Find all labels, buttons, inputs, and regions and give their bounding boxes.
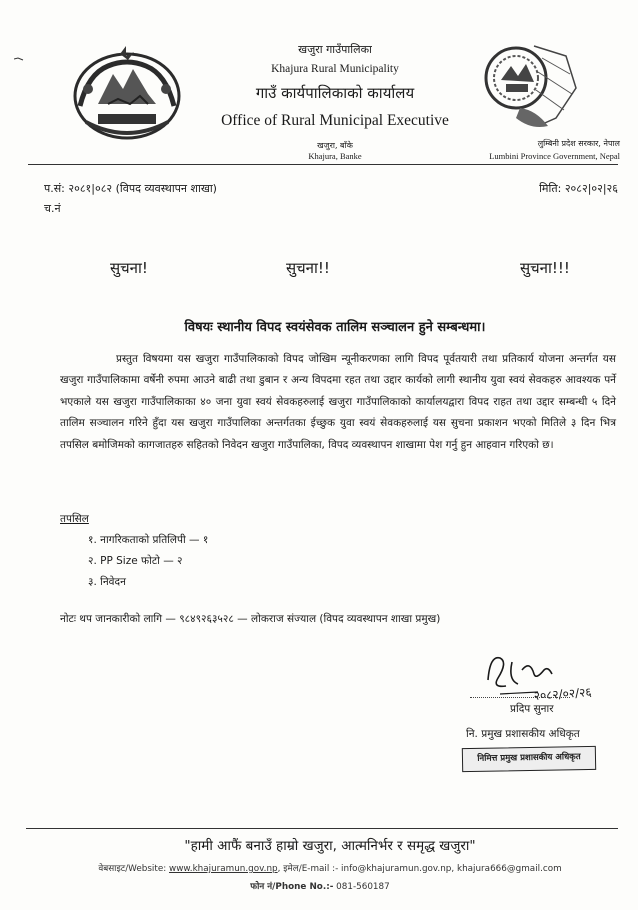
list-item: २. PP Size फोटो — २ [88, 555, 183, 567]
body-paragraph: प्रस्तुत विषयमा यस खजुरा गाउँपालिकाको विपद जोखिम न्यूनीकरणका लागि विपद पूर्वतयारी तथा प्रतिकार्य योजना अन्तर्गत यस खजुरा गाउँपालिकामा वर्षेनी रुपमा आउने बाढी तथा डुबान र अन्य विपदमा रहत तथा उद्दार कार्यको लागी स्थानीय युवा स्वयं सेवकहरु आवश्यक पर्ने भएकाले यस खजुरा गाउँपालिकाका ४० जना युवा स्वयं सेवकहरुलाई खजुरा गाउँपालिकाको कार्यालयद्वारा विपद राहत तथा उद्दार सम्बन्धी ५ दिने तालिम सञ्चालन गरिने हुँदा यस खजुरा गाउँपालिका अन्तर्गतका ईच्छुक युवा स्वयं सेवकहरुलाई यस सुचना प्रकाशन भएको मितिले ३ दिन भित्र तपसिल बमोजिमको कागजातहरु सहितको निवेदन खजुरा गाउँपालिका, विपद व्यवस्थापन शाखामा पेश गर्नु हुन आहवान गरिएको छ। [60, 353, 616, 451]
handwritten-signature [478, 640, 628, 710]
contact-note: नोटः थप जानकारीको लागि — ९८४९२६३५२८ — लोकराज संज्याल (विपद व्यवस्थापन शाखा प्रमुख) [60, 613, 441, 625]
province-name-np: लुम्बिनी प्रदेश सरकार, नेपाल [537, 139, 620, 148]
subject-line: विषयः स्थानीय विपद स्वयंसेवक तालिम सञ्चालन हुने सम्बन्धमा। [184, 320, 486, 335]
phone-number: 081-560187 [336, 882, 390, 892]
office-name-en: Office of Rural Municipal Executive [221, 112, 449, 129]
schedule-heading: तपसिल [60, 513, 89, 525]
office-name-np: गाउँ कार्यपालिकाको कार्यालय [255, 84, 415, 102]
notice-heading-3: सुचना!!! [520, 259, 570, 277]
phone-label: फोन नं/Phone No.:- [250, 882, 334, 892]
website-label: वेबसाइट/Website: [98, 864, 167, 874]
lumbini-province-logo-icon [476, 38, 588, 138]
website-link[interactable]: www.khajuramun.gov.np [169, 864, 278, 874]
address-np: खजुरा, बाँके [317, 141, 353, 150]
stamp-text: निमित्त प्रमुख प्रशासकीय अधिकृत [477, 752, 581, 764]
municipality-name-en: Khajura Rural Municipality [271, 63, 399, 75]
email-addresses[interactable]: info@khajuramun.gov.np, khajura666@gmail.com [341, 864, 562, 874]
nepal-emblem-icon [68, 44, 186, 144]
municipality-name-np: खजुरा गाउँपालिका [298, 43, 372, 56]
email-label: इमेल/E-mail :- [283, 864, 339, 874]
list-item: १. नागरिकताको प्रतिलिपी — १ [88, 534, 209, 546]
schedule-list [88, 530, 208, 593]
list-item: ३. निवेदन [88, 576, 126, 588]
address-en: Khajura, Banke [308, 151, 362, 161]
footer-phone [160, 880, 480, 892]
signature-line [470, 697, 570, 698]
header-divider [28, 164, 618, 165]
footer-contact: वेबसाइट/Website: www.khajuramun.gov.np, इमेल/E-mail :- info@khajuramun.gov.np, khajura666@gmail.com [98, 864, 562, 874]
notice-heading-2: सुचना!! [286, 259, 330, 277]
dispatch-number: च.नं [44, 202, 61, 215]
stray-mark [14, 57, 24, 61]
signatory-title: नि. प्रमुख प्रशासकीय अधिकृत [466, 728, 580, 740]
footer-divider [26, 828, 618, 829]
province-name-en: Lumbini Province Government, Nepal [489, 151, 620, 161]
letter-date: मिति: २०८२|०२|२६ [539, 182, 618, 195]
official-stamp [462, 746, 596, 772]
signed-date: २०८२/०२/२६ [533, 684, 593, 703]
signatory-name: प्रदिप सुनार [510, 703, 554, 715]
reference-number: प.सं: २०८१|०८२ (विपद व्यवस्थापन शाखा) [44, 182, 217, 195]
footer-motto: "हामी आफैं बनाउँ हाम्रो खजुरा, आत्मनिर्भर र समृद्ध खजुरा" [184, 838, 476, 854]
notice-heading-1: सुचना! [110, 259, 148, 277]
